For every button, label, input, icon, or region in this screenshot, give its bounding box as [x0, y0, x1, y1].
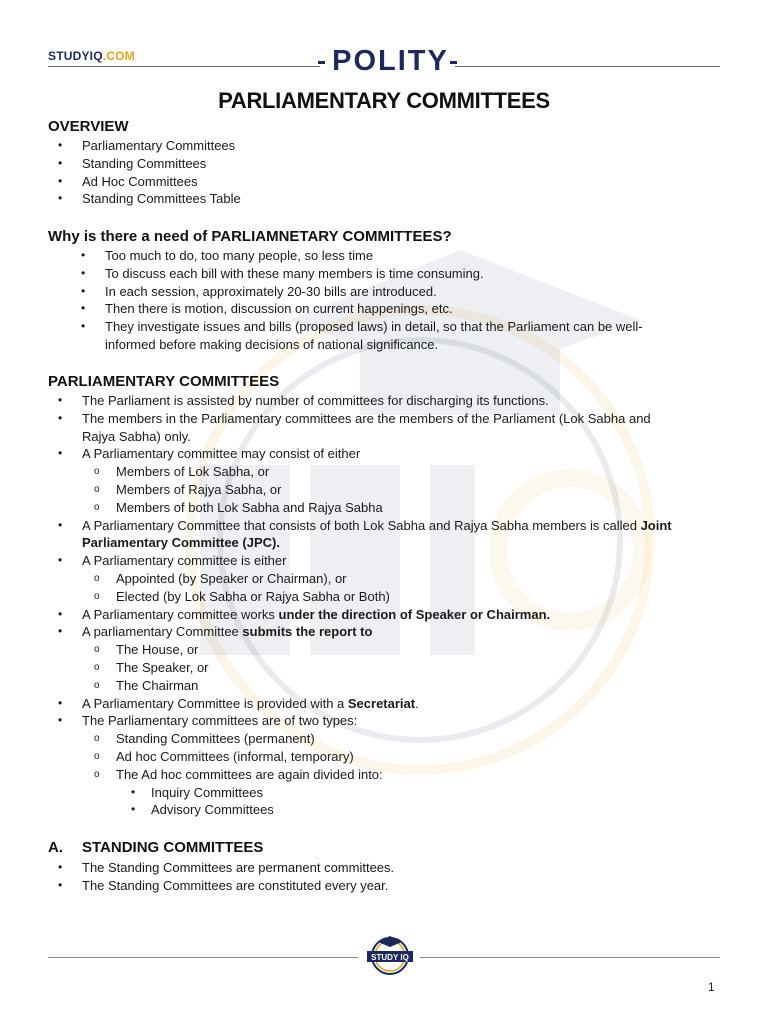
text: A Parliamentary Committee that consists of both Lok Sabha and Rajya Sabha members is called: [82, 517, 641, 533]
list-item: • The Parliament is assisted by number of committees for discharging its functions.: [82, 392, 672, 410]
footer-logo-text: STUDY IQ: [371, 953, 409, 962]
list-item: • Standing Committees Table: [82, 190, 241, 208]
list-item: [82, 606, 672, 624]
list-item-continuation: [82, 534, 672, 552]
sub-list-item: o The Speaker, or: [116, 659, 672, 677]
document-title: PARLIAMENTARY COMMITTEES: [218, 88, 550, 113]
list-item: • The Standing Committees are constituted every year.: [82, 877, 394, 895]
brand-main: STUDYIQ: [48, 49, 103, 63]
overview-heading: OVERVIEW: [48, 118, 129, 135]
bold-text: submits the report to: [242, 624, 373, 640]
sub-sub-list-item: • Inquiry Committees: [151, 784, 672, 802]
overview-list: [82, 137, 241, 208]
text: .: [415, 695, 419, 711]
sub-list-item: o Standing Committees (permanent): [116, 730, 672, 748]
list-item: • The members in the Parliamentary committees are the members of the Parliament (Lok Sabha and: [82, 410, 672, 428]
list-item: • In each session, approximately 20-30 bills are introduced.: [105, 283, 643, 301]
list-item: [82, 517, 672, 535]
sub-list-item: o Members of Rajya Sabha, or: [116, 481, 672, 499]
text: A Parliamentary committee works: [82, 606, 279, 622]
list-item: • To discuss each bill with these many members is time consuming.: [105, 265, 643, 283]
header-dash-right: [450, 61, 457, 64]
standing-letter: A.: [48, 839, 63, 856]
list-item: • Too much to do, too many people, so less time: [105, 247, 643, 265]
sub-list-item: o Members of both Lok Sabha and Rajya Sabha: [116, 499, 672, 517]
bold-text: Parliamentary Committee (JPC).: [82, 535, 280, 551]
list-item: • Parliamentary Committees: [82, 137, 241, 155]
list-item: • A Parliamentary committee may consist of either: [82, 445, 672, 463]
bold-text: Secretariat: [347, 695, 416, 711]
sub-list-item: o Elected (by Lok Sabha or Rajya Sabha or Both): [116, 588, 672, 606]
list-item: • Ad Hoc Committees: [82, 173, 241, 191]
text: A Parliamentary Committee is provided with a: [82, 695, 348, 711]
sub-list-item: o The Chairman: [116, 677, 672, 695]
footer-divider-left: [48, 957, 358, 958]
header-dash-left: [318, 61, 325, 64]
page-number: 1: [708, 980, 715, 994]
list-item-continuation: informed before making decisions of national significance.: [105, 336, 439, 352]
brand-logo: [48, 49, 135, 63]
pc-heading: PARLIAMENTARY COMMITTEES: [48, 373, 280, 390]
header-divider-right: [455, 66, 720, 67]
standing-heading: STANDING COMMITTEES: [82, 839, 264, 856]
list-item-continuation: Rajya Sabha) only.: [82, 428, 191, 444]
sub-list-item: o The Ad hoc committees are again divided into:: [116, 766, 672, 784]
list-item: • A Parliamentary committee is either: [82, 552, 672, 570]
subject-title: POLITY: [332, 45, 449, 77]
footer-divider-right: [420, 957, 720, 958]
footer-logo: [364, 932, 416, 976]
bold-text: Joint: [640, 517, 672, 533]
text: A parliamentary Committee: [82, 624, 243, 640]
need-heading: Why is there a need of PARLIAMNETARY COMMITTEES?: [48, 228, 452, 245]
sub-list-item: o Ad hoc Committees (informal, temporary): [116, 748, 672, 766]
list-item: [82, 623, 672, 641]
list-item: • Then there is motion, discussion on current happenings, etc.: [105, 300, 643, 318]
sub-sub-list-item: • Advisory Committees: [151, 801, 672, 819]
header-divider-left: [48, 66, 320, 67]
list-item: • They investigate issues and bills (proposed laws) in detail, so that the Parliament can be well-: [105, 318, 643, 336]
sub-list-item: o The House, or: [116, 641, 672, 659]
list-item: [82, 695, 672, 713]
pc-list: [82, 392, 672, 819]
list-item: • Standing Committees: [82, 155, 241, 173]
bold-text: under the direction of Speaker or Chairman.: [278, 606, 551, 622]
standing-list: [82, 859, 394, 895]
sub-list-item: o Members of Lok Sabha, or: [116, 463, 672, 481]
list-item: • The Standing Committees are permanent committees.: [82, 859, 394, 877]
brand-suffix: .COM: [102, 49, 135, 63]
sub-list-item: o Appointed (by Speaker or Chairman), or: [116, 570, 672, 588]
need-list: [105, 247, 643, 354]
list-item: • The Parliamentary committees are of two types:: [82, 712, 672, 730]
